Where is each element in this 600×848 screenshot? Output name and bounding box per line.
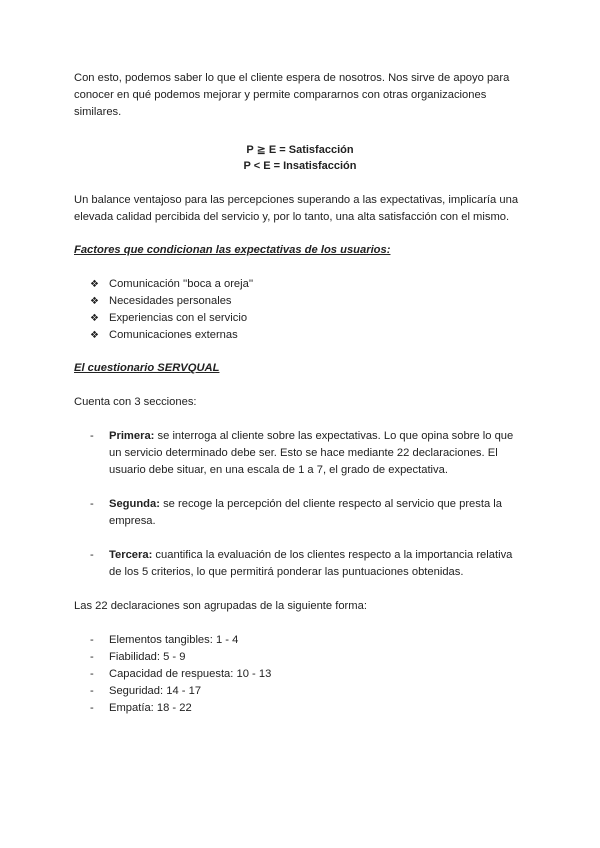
list-item: - Elementos tangibles: 1 - 4 (90, 634, 239, 646)
diamond-bullet-icon: ❖ (90, 313, 99, 324)
diamond-bullet-icon: ❖ (90, 279, 99, 290)
groups-list (74, 632, 526, 717)
servqual-intro: Cuenta con 3 secciones: (74, 396, 197, 408)
balance-paragraph: Un balance ventajoso para las percepciones superando a las expectativas, implicaría una elevada calidad percibida del servicio y, por lo tanto, una alta satisfacción con el mismo. (74, 194, 519, 223)
list-item: - Empatía: 18 - 22 (90, 702, 192, 714)
list-item: ❖ Comunicación ''boca a oreja'' (90, 276, 526, 293)
sections-list (74, 547, 526, 581)
factors-heading: Factores que condicionan las expectativas de los usuarios: (74, 244, 391, 256)
section-label: Segunda: (109, 498, 160, 510)
servqual-heading: El cuestionario SERVQUAL (74, 362, 220, 374)
factors-list (74, 276, 526, 344)
list-item: - Segunda: se recoge la percepción del cliente respecto al servicio que presta la empresa. (90, 498, 503, 527)
list-item: ❖ Comunicaciones externas (90, 327, 526, 344)
diamond-bullet-icon: ❖ (90, 330, 99, 341)
groups-intro: Las 22 declaraciones son agrupadas de la siguiente forma: (74, 600, 367, 612)
sections-list (74, 496, 526, 530)
section-label: Tercera: (109, 549, 153, 561)
section-label: Primera: (109, 430, 155, 442)
formula-satisfaction: P ≧ E = Satisfacción (246, 144, 354, 156)
list-item: - Tercera: cuantifica la evaluación de los clientes respecto a la importancia relativa de los 5 criterios, lo que permitirá ponderar las puntuaciones obtenidas. (90, 549, 513, 578)
intro-paragraph: Con esto, podemos saber lo que el cliente espera de nosotros. Nos sirve de apoyo para conocer en qué podemos mejorar y permite compararnos con otras organizaciones similares. (74, 72, 510, 118)
formula-insatisfaction: P < E = Insatisfacción (243, 160, 357, 172)
list-item: ❖ Experiencias con el servicio (90, 310, 526, 327)
list-item: - Fiabilidad: 5 - 9 (90, 651, 186, 663)
diamond-bullet-icon: ❖ (90, 296, 99, 307)
list-item: ❖ Necesidades personales (90, 293, 526, 310)
list-item: - Primera: se interroga al cliente sobre las expectativas. Lo que opina sobre lo que un servicio determinado debe ser. Esto se hace mediante 22 declaraciones. El usuario debe situar, en una escala de 1 a 7, el grado de expectativa. (90, 430, 514, 476)
sections-list (74, 428, 526, 479)
list-item: - Capacidad de respuesta: 10 - 13 (90, 668, 272, 680)
list-item: - Seguridad: 14 - 17 (90, 685, 202, 697)
